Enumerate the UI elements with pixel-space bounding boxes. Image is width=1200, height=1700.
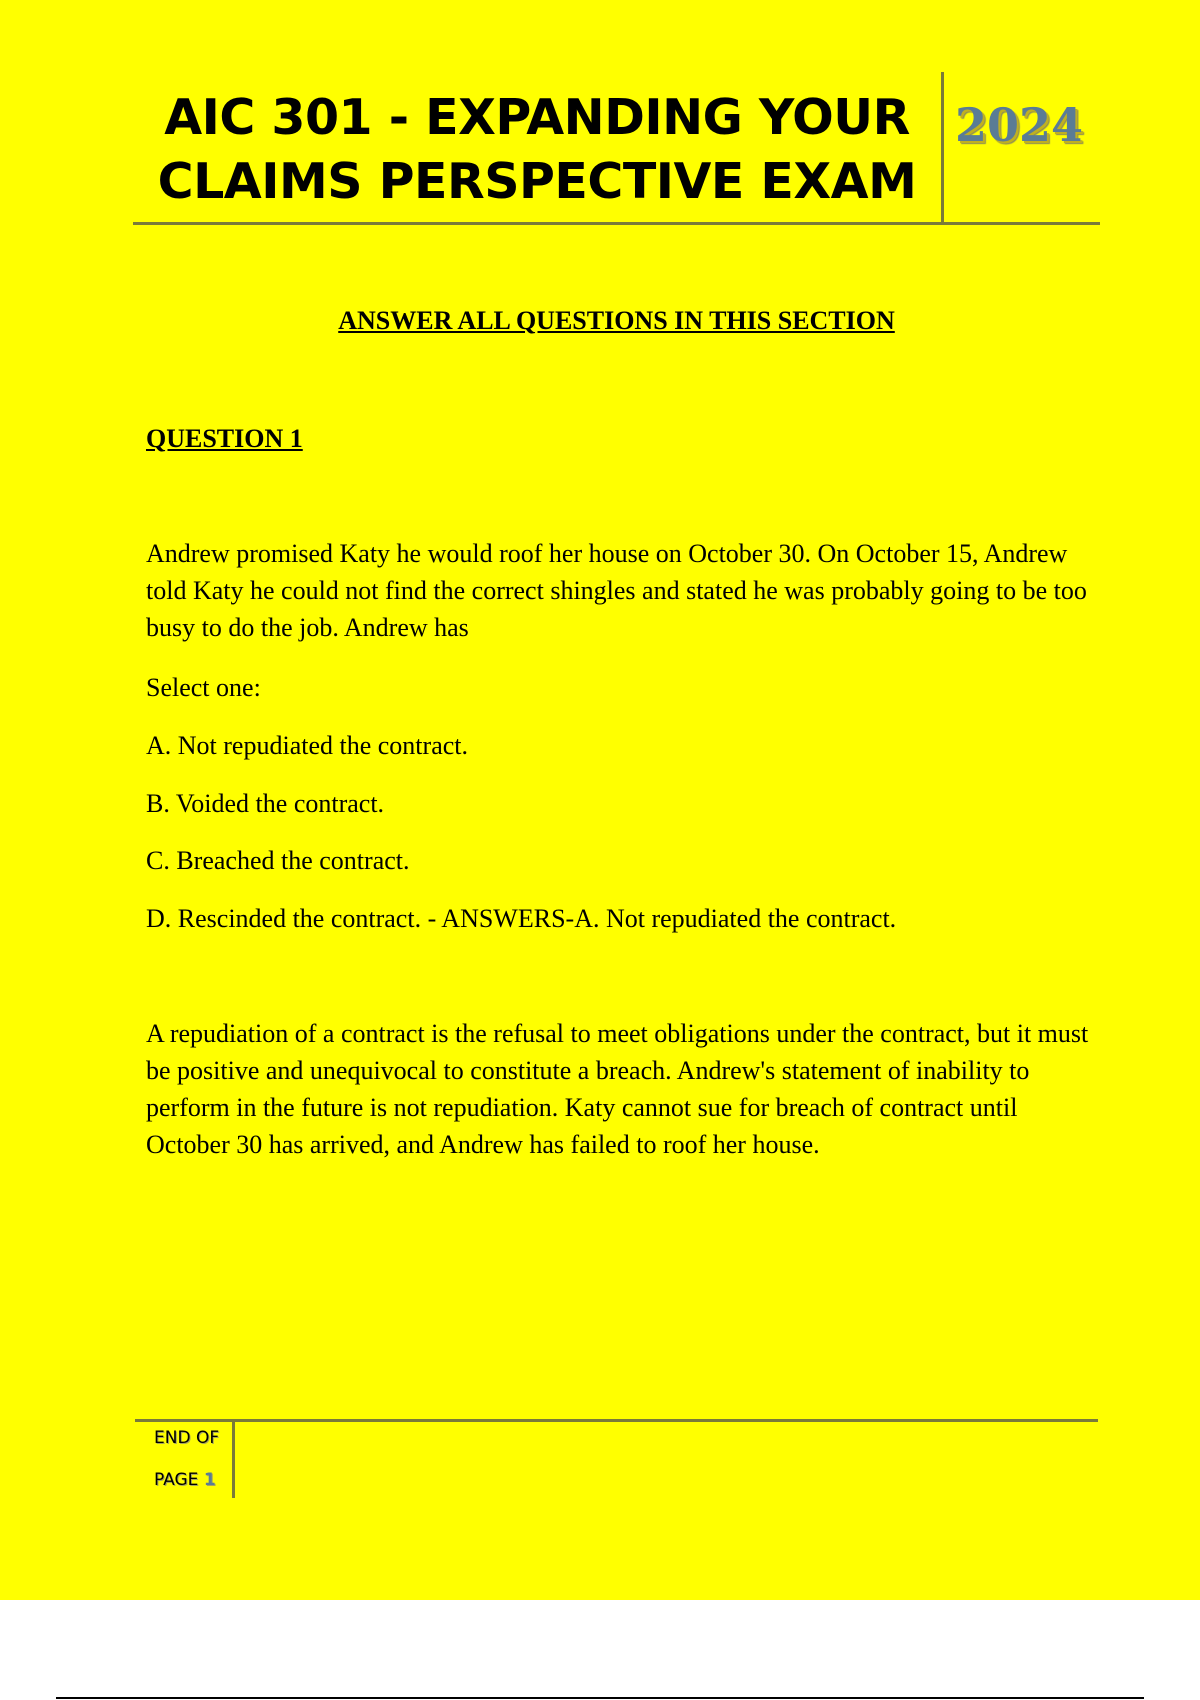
page-number: 1 (203, 1470, 216, 1490)
footer-page-prefix: PAGE (154, 1470, 199, 1490)
title-line-1: AIC 301 - EXPANDING YOUR (164, 89, 910, 146)
question-label: QUESTION 1 (146, 424, 303, 453)
answer-explanation: A repudiation of a contract is the refusal to meet obligations under the contract, but it must be positive and unequivocal to constitute a breach. Andrew's statement of inability to perform in the future is not repudiation. Katy cannot sue for breach of contract until October 30 has arrived, and Andrew has failed to roof her house. (146, 1019, 1089, 1159)
document-title (133, 86, 941, 214)
header-divider (941, 72, 944, 222)
exam-year: 2024 (955, 98, 1084, 152)
option-c: C. Breached the contract. (146, 846, 410, 875)
footer-page-label (154, 1470, 216, 1490)
page-header (133, 72, 1100, 225)
option-a: A. Not repudiated the contract. (146, 731, 468, 760)
bottom-rule (56, 1697, 1144, 1699)
section-heading: ANSWER ALL QUESTIONS IN THIS SECTION (338, 306, 895, 335)
title-line-2: CLAIMS PERSPECTIVE EXAM (157, 153, 917, 210)
footer-rule (135, 1419, 1098, 1422)
footer-end-of: END OF (154, 1428, 220, 1448)
option-b: B. Voided the contract. (146, 789, 385, 818)
option-d-with-answer: D. Rescinded the contract. - ANSWERS-A. Not repudiated the contract. (146, 904, 897, 933)
question-stem: Andrew promised Katy he would roof her house on October 30. On October 15, Andrew told Katy he could not find the correct shingles and stated he was probably going to be too busy to do the job. Andrew has (146, 539, 1087, 642)
footer-divider (232, 1422, 235, 1498)
select-prompt: Select one: (146, 673, 261, 702)
